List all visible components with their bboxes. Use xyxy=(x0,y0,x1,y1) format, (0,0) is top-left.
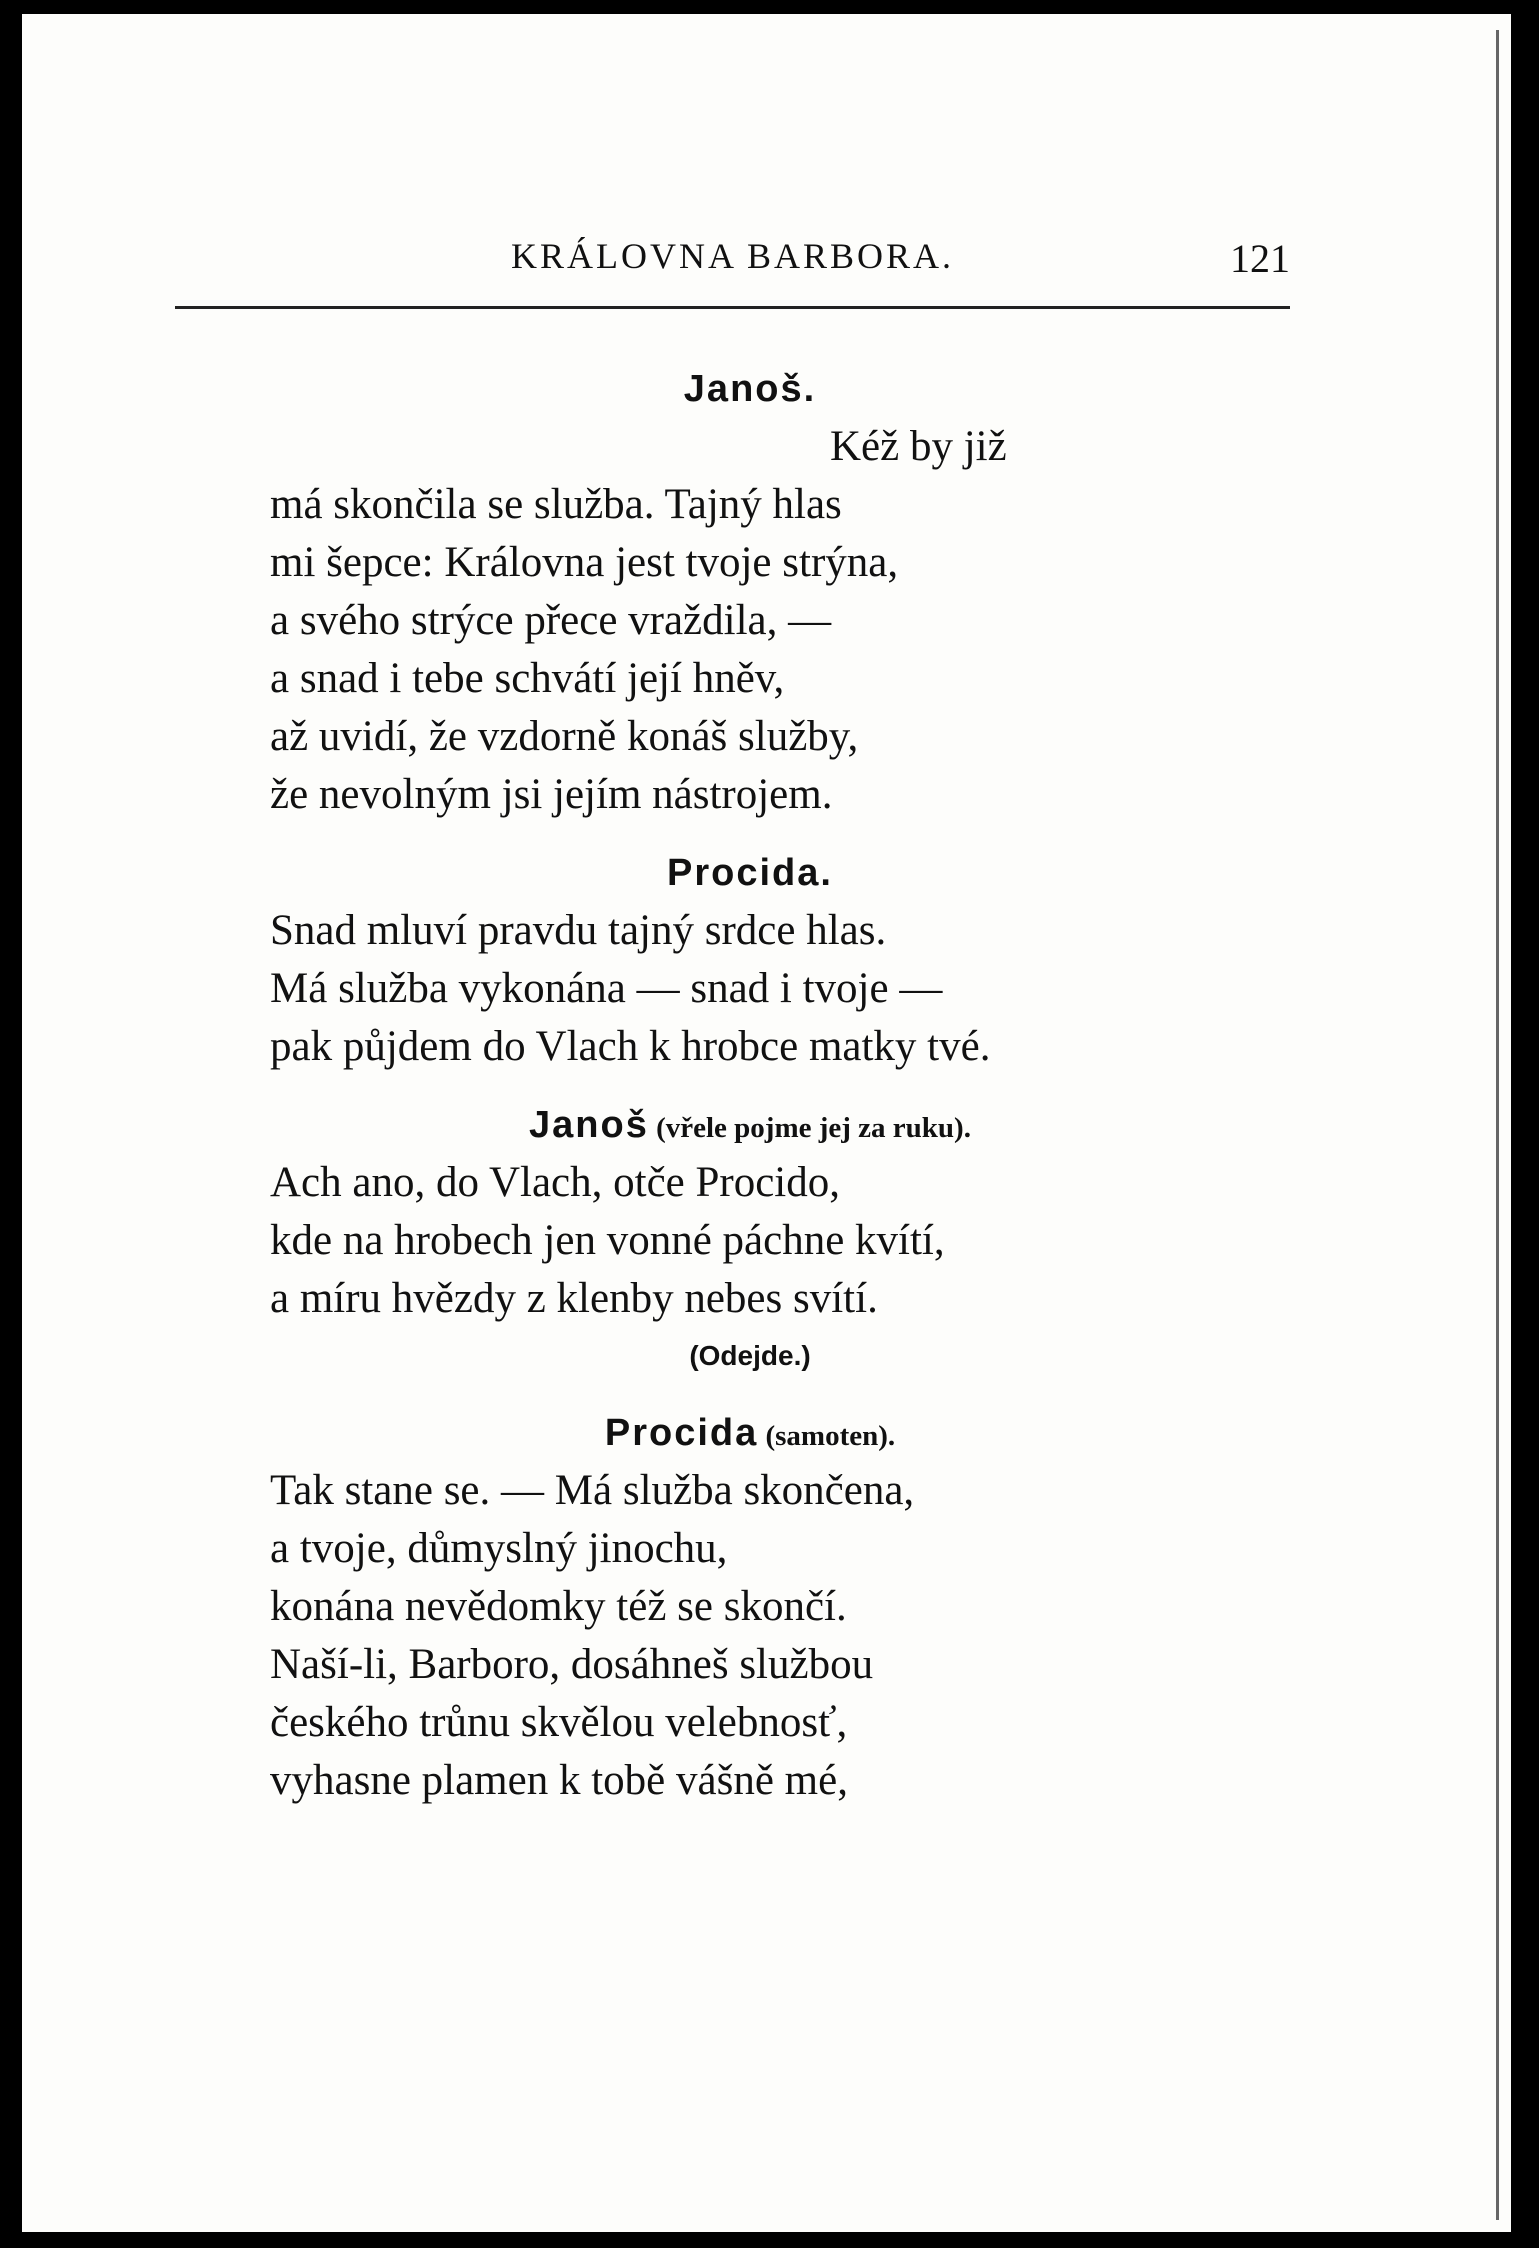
speaker-heading xyxy=(270,1096,1230,1154)
verse-line: kde na hrobech jen vonné páchne kvítí, xyxy=(270,1217,945,1264)
verse-line: konána nevědomky též se skončí. xyxy=(270,1583,847,1630)
verse-line: má skončila se služba. Tajný hlas xyxy=(270,481,842,528)
verse-line: mi šepce: Královna jest tvoje strýna, xyxy=(270,539,899,586)
speaker-direction: (vřele pojme jej za ruku). xyxy=(648,1112,971,1144)
verse-line: až uvidí, že vzdorně konáš služby, xyxy=(270,713,859,760)
verse-line: Snad mluví pravdu tajný srdce hlas. xyxy=(270,907,887,954)
verse-line: a míru hvězdy z klenby nebes svítí. xyxy=(270,1275,878,1322)
speaker-name: Janoš. xyxy=(683,368,817,410)
speaker-name: Procida xyxy=(604,1412,759,1454)
verse-line: Ach ano, do Vlach, otče Procido, xyxy=(270,1159,841,1206)
verse-line: Kéž by již xyxy=(830,423,1007,470)
speaker-name: Janoš xyxy=(529,1104,649,1146)
scan-edge-left xyxy=(0,0,22,2248)
stage-direction: (Odejde.) xyxy=(689,1340,811,1371)
verse-line: a svého strýce přece vraždila, — xyxy=(270,597,832,644)
speaker-heading xyxy=(270,1404,1230,1462)
scan-edge-bottom xyxy=(0,2232,1539,2248)
verse-line: českého trůnu skvělou velebnosť, xyxy=(270,1699,848,1746)
verse-line: a snad i tebe schvátí její hněv, xyxy=(270,655,785,702)
verse-line: vyhasne plamen k tobě vášně mé, xyxy=(270,1757,848,1804)
speaker-name: Procida. xyxy=(667,852,833,894)
speaker-heading xyxy=(270,844,1230,902)
speaker-heading xyxy=(270,360,1230,418)
verse-line: a tvoje, důmyslný jinochu, xyxy=(270,1525,728,1572)
running-title: KRÁLOVNA BARBORA. xyxy=(510,236,955,276)
verse-line: Má služba vykonána — snad i tvoje — xyxy=(270,965,943,1012)
verse-line: Tak stane se. — Má služba skončena, xyxy=(270,1467,915,1514)
header-rule xyxy=(175,306,1290,309)
spacer xyxy=(270,1384,1230,1404)
scan-edge-right xyxy=(1511,0,1539,2248)
speaker-direction: (samoten). xyxy=(758,1420,896,1452)
spacer xyxy=(270,824,1230,844)
verse-line: pak půjdem do Vlach k hrobce matky tvé. xyxy=(270,1023,991,1070)
verse-line: že nevolným jsi jejím nástrojem. xyxy=(270,771,833,818)
spacer xyxy=(270,1076,1230,1096)
scan-shadow-line xyxy=(1496,30,1499,2220)
play-text xyxy=(270,360,1230,1810)
scan-edge-top xyxy=(0,0,1539,14)
page-number: 121 xyxy=(1230,236,1290,281)
verse-line: Naší-li, Barboro, dosáhneš službou xyxy=(270,1641,874,1688)
page-header xyxy=(175,235,1290,295)
